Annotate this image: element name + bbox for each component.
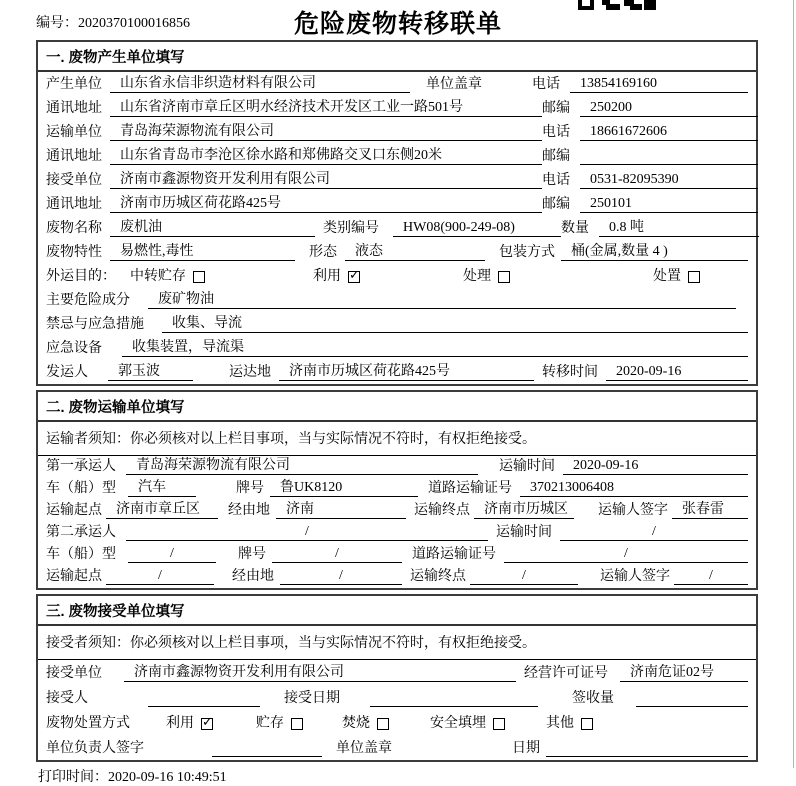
waste-form-value: 液态	[345, 240, 485, 261]
section-receiver	[36, 594, 758, 762]
transport-time2-label: 运输时间	[496, 525, 552, 540]
row-producer-address	[38, 96, 756, 120]
purpose-option-storage	[130, 265, 313, 285]
checkbox-checked-icon	[348, 271, 360, 283]
plate2-label: 牌号	[238, 547, 266, 562]
section3-title: 三. 废物接受单位填写	[38, 596, 756, 626]
second-carrier-value: /	[126, 524, 488, 541]
page-title: 危险废物转移联单	[293, 10, 502, 38]
row-emergency-measures	[38, 312, 756, 336]
producer-zip-label: 邮编	[542, 101, 570, 116]
producer-unit-label: 产生单位	[46, 77, 102, 92]
waste-name-label: 废物名称	[46, 221, 102, 236]
print-time-label: 打印时间：	[38, 770, 108, 785]
section-producer	[36, 40, 758, 386]
via1-label: 经由地	[228, 503, 270, 518]
origin2-value: /	[106, 568, 214, 585]
disposal-option-use-label: 利用	[166, 716, 194, 731]
checkbox-icon	[493, 718, 505, 730]
row-route1	[38, 500, 756, 522]
checkbox-checked-icon	[201, 718, 213, 730]
purpose-option-treat	[463, 265, 653, 285]
receive-date-value	[370, 690, 538, 707]
producer-phone-label: 电话	[532, 77, 560, 92]
doc-number-value: 2020370100016856	[78, 16, 190, 31]
section-transporter	[36, 390, 758, 590]
transporter-zip-value	[580, 148, 758, 165]
row-second-carrier	[38, 522, 756, 544]
transfer-time-value: 2020-09-16	[606, 364, 748, 381]
emergency-measures-value: 收集、导流	[162, 312, 748, 333]
waste-character-label: 废物特性	[46, 245, 102, 260]
row-shipper	[38, 360, 756, 384]
print-time-value: 2020-09-16 10:49:51	[108, 770, 227, 785]
carrier-sign2-value: /	[674, 568, 748, 585]
vehicle-type1-label: 车（船）型	[46, 481, 116, 496]
transporter-unit-value: 青岛海荣源物流有限公司	[110, 120, 542, 141]
vehicle-type2-label: 车（船）型	[46, 547, 116, 562]
purpose-option-use-label: 利用	[313, 269, 341, 284]
row-vehicle1	[38, 478, 756, 500]
vehicle-type1-value: 汽车	[128, 476, 196, 497]
producer-address-value: 山东省济南市章丘区明水经济技术开发区工业一路501号	[110, 96, 542, 117]
receive-date2-value	[546, 740, 748, 757]
license-label: 经营许可证号	[524, 666, 608, 681]
category-label: 类别编号	[323, 221, 379, 236]
row-transporter-unit	[38, 120, 756, 144]
road-cert1-value: 370213006408	[520, 480, 748, 497]
row-first-carrier	[38, 456, 756, 478]
emergency-measures-label: 禁忌与应急措施	[46, 317, 144, 332]
head-signature-label: 单位负责人签字	[46, 741, 144, 756]
packing-value: 桶(金属,数量 4 )	[561, 240, 748, 261]
first-carrier-label: 第一承运人	[46, 459, 116, 474]
receiver-seal-label: 单位盖章	[336, 741, 392, 756]
disposal-option-incinerate	[342, 712, 430, 732]
origin1-label: 运输起点	[46, 503, 102, 518]
producer-phone-value: 13854169160	[570, 76, 748, 93]
main-hazard-value: 废矿物油	[148, 288, 736, 309]
receiver-zip-label: 邮编	[542, 197, 570, 212]
road-cert2-value: /	[504, 546, 748, 563]
purpose-option-use	[313, 265, 463, 285]
disposal-method-label: 废物处置方式	[46, 716, 130, 731]
plate1-value: 鲁UK8120	[270, 476, 418, 497]
plate2-value: /	[272, 546, 402, 563]
origin1-value: 济南市章丘区	[106, 498, 218, 519]
emergency-equipment-value: 收集装置，导流渠	[122, 336, 748, 357]
waste-character-value: 易燃性,毒性	[110, 240, 295, 261]
row-waste-name	[38, 216, 756, 240]
row-waste-character	[38, 240, 756, 264]
producer-unit-value: 山东省永信非织造材料有限公司	[110, 72, 410, 93]
checkbox-icon	[377, 718, 389, 730]
disposal-option-store	[256, 712, 342, 732]
purpose-option-dispose	[653, 265, 700, 285]
destination-value: 济南市历城区荷花路425号	[279, 360, 534, 381]
transporter-zip-label: 邮编	[542, 149, 570, 164]
signed-qty-value	[636, 690, 748, 707]
row-receive-person	[38, 685, 756, 710]
transfer-purpose-label: 外运目的：	[46, 269, 116, 284]
plate1-label: 牌号	[236, 481, 264, 496]
page-edge-line	[793, 0, 794, 768]
row-receiver-address	[38, 192, 756, 216]
transport-time1-value: 2020-09-16	[563, 458, 748, 475]
unit-seal-label: 单位盖章	[426, 77, 482, 92]
producer-zip-value: 250200	[580, 100, 758, 117]
row-disposal-method	[38, 710, 756, 735]
via1-value: 济南	[276, 498, 406, 519]
checkbox-icon	[498, 271, 510, 283]
emergency-equipment-label: 应急设备	[46, 341, 102, 356]
carrier-sign1-label: 运输人签字	[598, 503, 668, 518]
receive-date2-label: 日期	[512, 741, 540, 756]
transporter-notice: 运输者须知：你必须核对以上栏目事项，当与实际情况不符时，有权拒绝接受。	[38, 422, 756, 456]
waste-name-value: 废机油	[110, 216, 315, 237]
second-carrier-label: 第二承运人	[46, 525, 116, 540]
receiver-phone-label: 电话	[542, 173, 570, 188]
license-value: 济南危证02号	[620, 661, 748, 682]
transfer-time-label: 转移时间	[542, 365, 598, 380]
shipper-label: 发运人	[46, 365, 88, 380]
purpose-option-treat-label: 处理	[463, 269, 491, 284]
purpose-option-storage-label: 中转贮存	[130, 269, 186, 284]
end2-label: 运输终点	[410, 569, 466, 584]
destination-label: 运达地	[229, 365, 271, 380]
row-emergency-equipment	[38, 336, 756, 360]
row-receive-unit	[38, 660, 756, 685]
main-hazard-label: 主要危险成分	[46, 293, 130, 308]
transporter-unit-label: 运输单位	[46, 125, 102, 140]
end1-value: 济南市历城区	[474, 498, 574, 519]
producer-address-label: 通讯地址	[46, 101, 102, 116]
receiver-zip-value: 250101	[580, 196, 758, 213]
via2-label: 经由地	[232, 569, 274, 584]
receive-date-label: 接受日期	[284, 691, 340, 706]
packing-label: 包装方式	[499, 245, 555, 260]
document-header	[0, 0, 796, 40]
receiver-address-label: 通讯地址	[46, 197, 102, 212]
row-head-signature	[38, 735, 756, 760]
shipper-value: 郭玉波	[108, 360, 193, 381]
transporter-address-value: 山东省青岛市李沧区徐水路和郑佛路交叉口东侧20米	[110, 144, 542, 165]
receive-unit-label: 接受单位	[46, 666, 102, 681]
road-cert1-label: 道路运输证号	[428, 481, 512, 496]
transport-time1-label: 运输时间	[499, 459, 555, 474]
waste-form-label: 形态	[309, 245, 337, 260]
vehicle-type2-value: /	[128, 546, 216, 563]
disposal-option-other	[546, 712, 593, 732]
transporter-phone-label: 电话	[542, 125, 570, 140]
disposal-option-landfill	[430, 712, 546, 732]
section2-title: 二. 废物运输单位填写	[38, 392, 756, 422]
disposal-option-landfill-label: 安全填埋	[430, 716, 486, 731]
receiver-notice: 接受者须知：你必须核对以上栏目事项，当与实际情况不符时，有权拒绝接受。	[38, 626, 756, 660]
signed-qty-label: 签收量	[572, 691, 614, 706]
row-main-hazard	[38, 288, 756, 312]
head-signature-value	[212, 740, 322, 757]
receiver-unit-label: 接受单位	[46, 173, 102, 188]
doc-number-label: 编号：	[36, 16, 78, 31]
end1-label: 运输终点	[414, 503, 470, 518]
row-transporter-address	[38, 144, 756, 168]
quantity-label: 数量	[561, 221, 589, 236]
quantity-value: 0.8 吨	[599, 216, 759, 237]
checkbox-icon	[581, 718, 593, 730]
row-transfer-purpose	[38, 264, 756, 288]
end2-value: /	[470, 568, 578, 585]
category-value: HW08(900-249-08)	[393, 220, 561, 237]
receiver-unit-value: 济南市鑫源物资开发利用有限公司	[110, 168, 542, 189]
road-cert2-label: 道路运输证号	[412, 547, 496, 562]
row-producer-unit	[38, 72, 756, 96]
row-receiver-unit	[38, 168, 756, 192]
row-route2	[38, 566, 756, 588]
row-vehicle2	[38, 544, 756, 566]
print-time	[38, 766, 796, 786]
via2-value: /	[280, 568, 402, 585]
disposal-option-use	[166, 712, 256, 732]
checkbox-icon	[688, 271, 700, 283]
origin2-label: 运输起点	[46, 569, 102, 584]
carrier-sign2-label: 运输人签字	[600, 569, 670, 584]
purpose-option-dispose-label: 处置	[653, 269, 681, 284]
transporter-phone-value: 18661672606	[580, 124, 758, 141]
carrier-sign1-value: 张春雷	[672, 498, 748, 519]
receive-unit-value: 济南市鑫源物资开发利用有限公司	[124, 661, 516, 682]
checkbox-icon	[193, 271, 205, 283]
transporter-address-label: 通讯地址	[46, 149, 102, 164]
disposal-option-incinerate-label: 焚烧	[342, 716, 370, 731]
checkbox-icon	[291, 718, 303, 730]
disposal-option-other-label: 其他	[546, 716, 574, 731]
first-carrier-value: 青岛海荣源物流有限公司	[126, 454, 478, 475]
receiver-phone-value: 0531-82095390	[580, 172, 758, 189]
qr-code-fragment-icon	[578, 0, 656, 10]
section1-title: 一. 废物产生单位填写	[38, 42, 756, 72]
receiver-address-value: 济南市历城区荷花路425号	[110, 192, 542, 213]
receive-person-value	[148, 690, 260, 707]
transport-time2-value: /	[560, 524, 748, 541]
disposal-option-store-label: 贮存	[256, 716, 284, 731]
receive-person-label: 接受人	[46, 691, 88, 706]
